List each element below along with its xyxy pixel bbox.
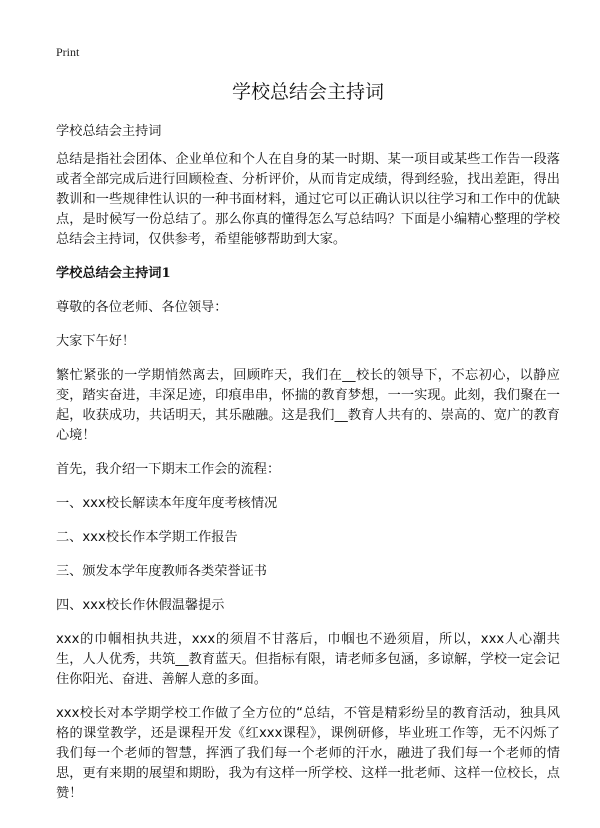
body-paragraph: xxx的巾帼相执共进，xxx的须眉不甘落后，巾帼也不逊须眉，所以，xxx人心潮共生，人人优秀，共筑__教育蓝天。但指标有限，请老师多包涵，多谅解，学校一定会记住你阳光、奋进、善解人意的多面。 (56, 632, 560, 687)
intro-paragraph: 总结是指社会团体、企业单位和个人在自身的某一时期、某一项目或某些工作告一段落或者全部完成后进行回顾检查、分析评价，从而肯定成绩，得到经验，找出差距，得出教训和一些规律性认识的一种书面材料，通过它可以正确认识以往学习和工作中的优缺点，是时候写一份总结了。那么你真的懂得怎么写总结吗？下面是小编精心整理的学校总结会主持词，仅供参考，希望能够帮助到大家。 (56, 152, 560, 247)
agenda-item-1: 一、xxx校长解读本年度年度考核情况 (56, 496, 278, 511)
agenda-intro: 首先，我介绍一下期末工作会的流程： (56, 462, 281, 477)
agenda-item-2: 二、xxx校长作本学期工作报告 (56, 530, 238, 545)
opening-paragraph: 繁忙紧张的一学期悄然离去，回顾昨天，我们在__校长的领导下，不忘初心，以静应变，踏实奋进，丰深足迹，印痕串串，怀揣的教育梦想，一一实现。此刻，我们聚在一起，收获成功，共话明天，其乐融融。这是我们__教育人共有的、崇高的、宽广的教育心境！ (56, 368, 560, 443)
agenda-item-3: 三、颁发本学年度教师各类荣誉证书 (56, 564, 267, 579)
section-heading: 学校总结会主持词1 (56, 266, 171, 281)
document-title: 学校总结会主持词 (231, 81, 384, 103)
body-paragraph: xxx校长对本学期学校工作做了全方位的“总结，不管是精彩纷呈的教育活动，独具风格的课堂教学，还是课程开发《红xxx课程》，课例研修，毕业班工作等，无不闪烁了我们每一个老师的智慧，挥洒了我们每一个老师的汗水，融进了我们每一个老师的情思，更有来期的展望和期盼，我为有这样一所学校、这样一批老师、这样一位校长，点赞！ (56, 706, 560, 801)
document-subtitle: 学校总结会主持词 (56, 124, 162, 139)
salutation: 尊敬的各位老师、各位领导： (56, 300, 228, 315)
print-label[interactable]: Print (56, 45, 80, 59)
agenda-item-4: 四、xxx校长作休假温馨提示 (56, 598, 225, 613)
greeting: 大家下午好！ (56, 334, 136, 349)
